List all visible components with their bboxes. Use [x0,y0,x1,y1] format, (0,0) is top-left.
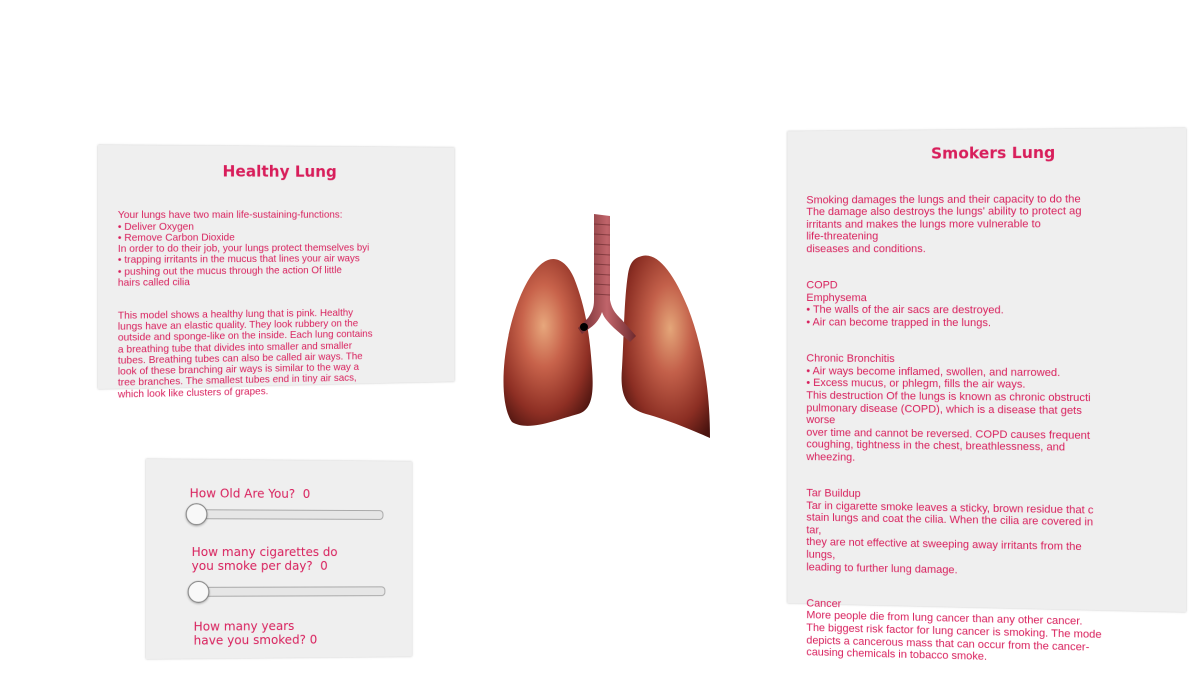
smokers-lung-panel [787,128,1186,664]
age-label: How Old Are You? [189,486,296,501]
cigarettes-slider-thumb[interactable] [188,581,210,603]
smoking-input-panel [146,459,412,659]
smokers-copd: COPD Emphysema • The walls of the air sacs are destroyed. • Air can become trapped in the lungs. [806,279,1004,330]
cigarettes-value: 0 [320,559,328,573]
right-lung [622,256,710,438]
smokers-lung-text [806,180,1196,682]
age-slider[interactable] [196,509,384,520]
cigarettes-slider[interactable] [198,586,386,596]
smokers-lung-title: Smokers Lung [930,142,1056,163]
left-lung [503,259,592,426]
healthy-lung-text [118,199,447,412]
healthy-lung-panel [98,145,454,401]
age-slider-thumb[interactable] [186,503,208,525]
years-value: 0 [309,632,318,647]
years-label: How many years have you smoked? [193,619,306,648]
smokers-cancer: Cancer More people die from lung cancer than any other cancer. The biggest risk factor for lung cancer is smoking. The mode depicts a cancerous mass that can occur from the cancer- causing chemicals in tobacco smoke. [806,597,1102,664]
smokers-intro: Smoking damages the lungs and their capacity to do the The damage also destroys the lungs' ability to protect ag irritants and makes the lungs more vulnerable to life-threatening diseases and conditions. [806,193,1082,256]
years-question [194,619,318,648]
healthy-lung-title: Healthy Lung [222,161,337,181]
healthy-lung-paragraph-model: This model shows a healthy lung that is pink. Healthy lungs have an elastic quality. They look rubbery on the outside and sponge-like on the inside. Each lung contains a breathing tube that divides into smaller and smaller tubes. Breathing tubes can also be called air ways. The look of these branching air ways is similar to the way a tree branches. The smallest tubes end in tiny air sacs, which look like clusters of grapes. [117,307,373,401]
age-question [190,486,311,501]
age-value: 0 [302,487,311,501]
cigarettes-question [192,545,338,573]
lungs-icon[interactable] [496,208,718,444]
smokers-bronchitis: Chronic Bronchitis • Air ways become inflamed, swollen, and narrowed. • Excess mucus, or phlegm, fills the air ways. This destruction Of the lungs is known as chronic obstructi pulmonary disease (COPD), which is a disease that gets worse over time and cannot be reversed. COPD causes frequent coughing, tightness in the chest, breathlessness, and wheezing. [806,352,1091,464]
cigarettes-label: How many cigarettes do you smoke per day? [191,545,338,573]
healthy-lung-paragraph-functions: Your lungs have two main life-sustaining-functions: • Deliver Oxygen • Remove Carbon Dioxide In order to do their job, your lungs protect themselves byi • trapping irritants in the mucus that lines your air ways • pushing out the mucus through the action Of little hairs called cilia [117,210,370,289]
pointer-dot [580,323,588,331]
smokers-tar: Tar Buildup Tar in cigarette smoke leaves a sticky, brown residue that c stain lungs and coat the cilia. When the cilia are covered in tar, they are not effective at sweeping away irritants from the lungs, leading to further lung damage. [806,487,1094,576]
